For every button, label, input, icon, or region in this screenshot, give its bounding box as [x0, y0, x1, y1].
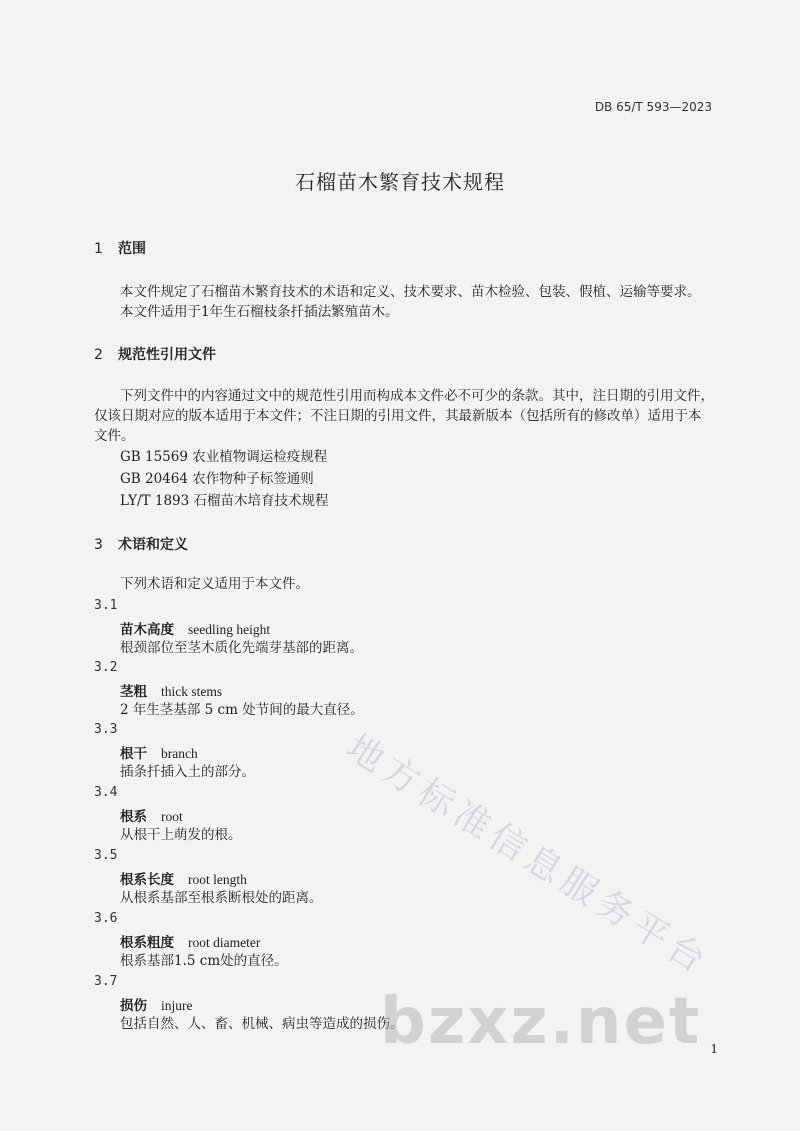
term-entry: [120, 805, 183, 825]
term-number: 3.6: [94, 911, 118, 926]
term-entry: [120, 680, 222, 700]
reference-item: GB 15569 农业植物调运检疫规程: [120, 449, 328, 465]
term-chinese: 苗木高度: [120, 622, 174, 638]
term-definition: 插条扦插入土的部分。: [120, 764, 255, 780]
terms-intro: 下列术语和定义适用于本文件。: [120, 576, 309, 592]
reference-item: GB 20464 农作物种子标签通则: [120, 471, 314, 487]
term-number: 3.3: [94, 722, 118, 737]
term-english: thick stems: [161, 684, 223, 699]
section-title: 规范性引用文件: [118, 347, 216, 363]
term-definition: 包括自然、人、畜、机械、病虫等造成的损伤。: [120, 1016, 404, 1032]
document-title: 石榴苗木繁育技术规程: [295, 170, 505, 194]
section-number: 1: [94, 241, 103, 257]
term-number: 3.7: [94, 974, 118, 989]
term-english: injure: [161, 998, 193, 1013]
term-english: branch: [161, 746, 198, 761]
section-3-heading: [94, 534, 188, 554]
section-title: 术语和定义: [118, 537, 188, 553]
term-chinese: 根干: [120, 746, 147, 762]
references-intro-line-3: 文件。: [94, 428, 135, 444]
term-number: 3.1: [94, 598, 118, 613]
term-definition: 根颈部位至茎木质化先端芽基部的距离。: [120, 640, 363, 656]
page-number: 1: [710, 1042, 718, 1056]
term-english: root: [161, 809, 183, 824]
term-entry: [120, 868, 247, 888]
term-entry: [120, 994, 193, 1014]
term-entry: [120, 618, 270, 638]
term-number: 3.5: [94, 848, 118, 863]
references-intro-line-2: 仅该日期对应的版本适用于本文件；不注日期的引用文件，其最新版本（包括所有的修改单）适用于本: [94, 408, 702, 424]
site-watermark: bzxz.net: [380, 985, 702, 1059]
section-1-heading: [94, 238, 146, 258]
term-chinese: 根系粗度: [120, 935, 174, 951]
watermark: 地方标准信息服务平台: [339, 726, 717, 985]
term-definition: 从根干上萌发的根。: [120, 827, 242, 843]
term-english: root diameter: [188, 935, 261, 950]
references-intro-line-1: 下列文件中的内容通过文中的规范性引用而构成本文件必不可少的条款。其中，注日期的引用文件，: [120, 388, 714, 404]
term-chinese: 根系: [120, 809, 147, 825]
term-english: root length: [188, 872, 247, 887]
term-entry: [120, 931, 260, 951]
term-number: 3.4: [94, 785, 118, 800]
term-definition: 2 年生茎基部 5 cm 处节间的最大直径。: [120, 702, 364, 718]
reference-item: LY/T 1893 石榴苗木培育技术规程: [120, 493, 329, 509]
section-2-heading: [94, 344, 216, 364]
scope-paragraph-2: 本文件适用于1年生石榴枝条扦插法繁殖苗木。: [120, 304, 399, 320]
term-number: 3.2: [94, 660, 118, 675]
term-chinese: 损伤: [120, 998, 147, 1014]
term-english: seedling height: [188, 622, 271, 637]
term-entry: [120, 742, 198, 762]
term-definition: 从根系基部至根系断根处的距离。: [120, 890, 323, 906]
section-title: 范围: [118, 241, 146, 257]
term-definition: 根系基部1.5 cm处的直径。: [120, 953, 288, 969]
section-number: 3: [94, 537, 103, 553]
term-chinese: 茎粗: [120, 684, 147, 700]
standard-code: DB 65/T 593—2023: [594, 100, 712, 114]
scope-paragraph-1: 本文件规定了石榴苗木繁育技术的术语和定义、技术要求、苗木检验、包装、假植、运输等要求。: [120, 284, 701, 300]
section-number: 2: [94, 347, 103, 363]
term-chinese: 根系长度: [120, 872, 174, 888]
